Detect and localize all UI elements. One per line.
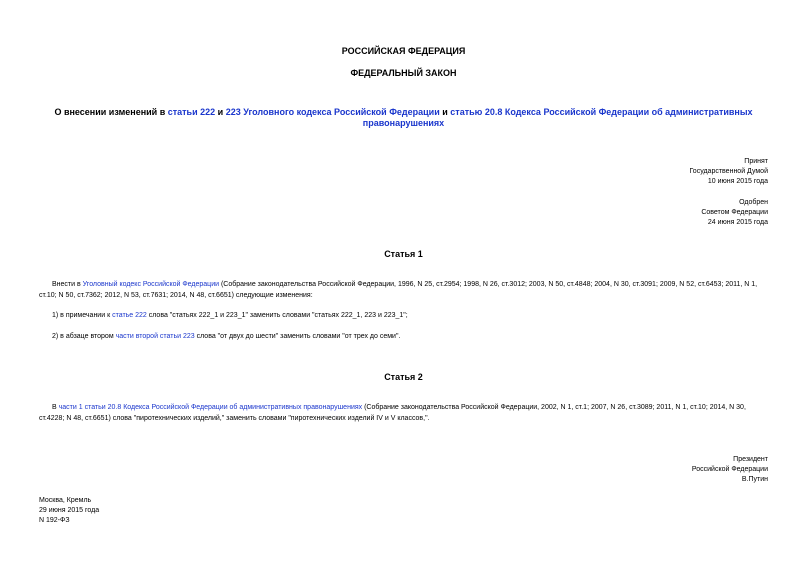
article-1-heading: Статья 1	[384, 249, 423, 259]
article-2-text-part: (Собрание законодательства Российской Федерации, 2002, N 1, ст.1; 2007, N 26, ст.3089; 2011, N 1, ст.10; 2014, N 30, ст.4228; N 48, ст.6651) слова "пиротехнических изделий," заменить словами "пиротехнических изделий IV и V классов,".	[39, 404, 746, 422]
approved-body: Советом Федерации	[701, 209, 768, 216]
article-1-item-1	[39, 311, 768, 322]
footer-number: N 192-ФЗ	[39, 517, 70, 524]
adopted-date: 10 июня 2015 года	[707, 178, 768, 185]
approved-label: Одобрен	[739, 199, 768, 206]
title-text: и	[215, 107, 226, 117]
title-text: О внесении изменений в	[54, 107, 168, 117]
link-article-20-8-part-1[interactable]: части 1 статьи 20.8 Кодекса Российской Федерации об административных правонарушениях	[58, 404, 363, 411]
item-1-text: слова "статьях 222_1 и 223_1" заменить словами "статьях 222_1, 223 и 223_1";	[146, 312, 408, 319]
title-link-article-20-8[interactable]: статью 20.8 Кодекса Российской Федерации об административных правонарушениях	[362, 107, 753, 128]
title-link-article-223[interactable]: 223 Уголовного кодекса Российской Федерации	[225, 107, 440, 117]
article-2-text	[39, 403, 768, 424]
footer-block	[39, 496, 99, 526]
adopted-body: Государственной Думой	[689, 168, 768, 175]
document-title	[50, 107, 757, 129]
article-1-text: Внести в	[52, 281, 83, 288]
link-criminal-code[interactable]: Уголовный кодекс Российской Федерации	[82, 281, 220, 288]
article-2-text-part: В	[52, 404, 59, 411]
adopted-block	[689, 157, 768, 187]
item-1-text: 1) в примечании к	[52, 312, 113, 319]
signature-block	[692, 455, 768, 485]
adopted-label: Принят	[744, 158, 768, 165]
signature-country: Российской Федерации	[691, 466, 768, 473]
document-type-heading: ФЕДЕРАЛЬНЫЙ ЗАКОН	[350, 68, 457, 78]
item-2-text: слова "от двух до шести" заменить словами "от трех до семи".	[194, 333, 401, 340]
article-1-text: (Собрание законодательства Российской Федерации, 1996, N 25, ст.2954; 1998, N 26, ст.3012; 2003, N 50, ст.4848; 2004, N 30, ст.3091; 2009, N 52, ст.6453; 2011, N 1, ст.10; N 50, ст.7362; 2012, N 53, ст.7631; 2014, N 48, ст.6651) следующие изменения:	[39, 281, 758, 299]
footer-place: Москва, Кремль	[39, 497, 92, 504]
approved-block	[701, 198, 768, 228]
link-article-223-part-2[interactable]: части второй статьи 223	[115, 333, 195, 340]
footer-date: 29 июня 2015 года	[39, 507, 100, 514]
article-1-intro	[39, 280, 768, 301]
title-text: и	[439, 107, 451, 117]
article-1-item-2	[39, 332, 768, 343]
signature-name: В.Путин	[741, 476, 768, 483]
country-heading: РОССИЙСКАЯ ФЕДЕРАЦИЯ	[341, 46, 466, 56]
item-2-text: 2) в абзаце втором	[52, 333, 116, 340]
signature-title: Президент	[733, 456, 768, 463]
article-2-heading: Статья 2	[384, 372, 423, 382]
title-link-article-222[interactable]: статьи 222	[167, 107, 216, 117]
link-article-222[interactable]: статье 222	[112, 312, 147, 319]
approved-date: 24 июня 2015 года	[707, 219, 768, 226]
